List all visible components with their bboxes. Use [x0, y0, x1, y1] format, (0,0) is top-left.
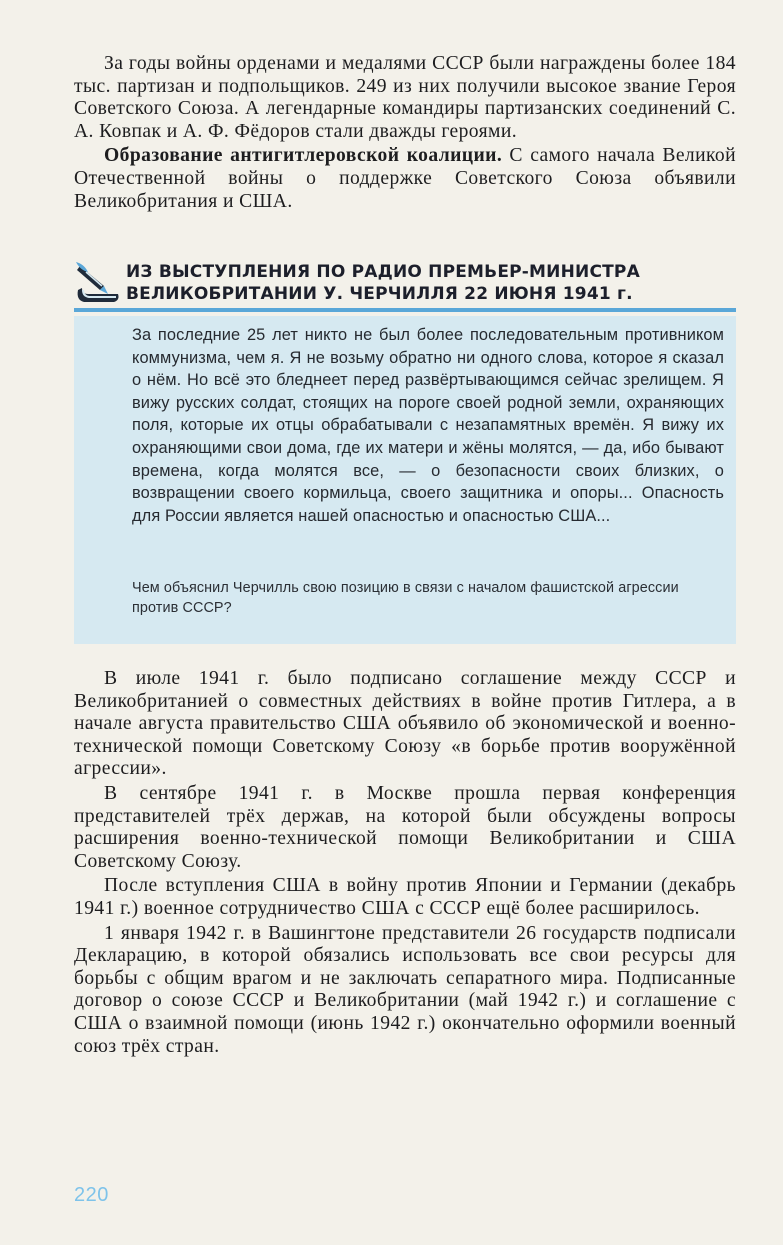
document-title-line-2: ВЕЛИКОБРИТАНИИ У. ЧЕРЧИЛЛЯ 22 ИЮНЯ 1941 г.: [126, 284, 633, 304]
main-section: [74, 668, 736, 1058]
coalition-paragraph: [74, 145, 736, 213]
coalition-heading: Образование антигитлеровской коалиции.: [104, 145, 503, 167]
main-paragraph-4: 1 января 1942 г. в Вашингтоне представители 26 государств подписали Декларацию, в которой обязались использовать все свои ресурсы для борьбы с общим врагом и не заключать сепаратного мира. Подписанные договор о союзе СССР и Великобритании (май 1942 г.) и соглашение с США о взаимной помощи (июнь 1942 г.) окончательно оформили военный союз трёх стран.: [74, 922, 736, 1057]
quill-scroll-icon: [74, 260, 122, 306]
page-number: 220: [74, 1184, 109, 1206]
document-title-line-1: ИЗ ВЫСТУПЛЕНИЯ ПО РАДИО ПРЕМЬЕР-МИНИСТРА: [126, 262, 640, 282]
intro-section: [74, 53, 736, 213]
main-paragraph-1: В июле 1941 г. было подписано соглашение между СССР и Великобританией о совместных действиях в войне против Гитлера, а в начале августа правительство США объявило об экономической и военно-технической помощи Советскому Союзу «в борьбе против вооружённой агрессии».: [74, 668, 736, 780]
document-divider: [74, 308, 736, 316]
main-paragraph-3: После вступления США в войну против Японии и Германии (декабрь 1941 г.) военное сотрудничество США с СССР ещё более расширилось.: [74, 875, 736, 919]
churchill-quote: За последние 25 лет никто не был более последовательным противником коммунизма, чем я. Я не возьму обратно ни одного слова, которое я сказал о нём. Но всё это бледнеет перед развёртывающимся сейчас зрелищем. Я вижу русских солдат, стоящих на пороге своей родной земли, охраняющих поля, которые их отцы обрабатывали с незапамятных времён. Я вижу их охраняющими свои дома, где их матери и жёны молятся, — да, ибо бывают времена, когда молятся все, — о безопасности своих близких, о возвращении своего кормильца, своего защитника и опоры... Опасность для России является нашей опасностью и опасностью США...: [132, 326, 724, 525]
document-box: [74, 316, 736, 644]
main-paragraph-2: В сентябре 1941 г. в Москве прошла первая конференция представителей трёх держав, на которой были обсуждены вопросы расширения военно-технической помощи Великобритании и США Советскому Союзу.: [74, 782, 736, 872]
review-question: Чем объяснил Черчилль свою позицию в связи с началом фашистской агрессии против СССР?: [132, 580, 679, 616]
document-header: [74, 260, 744, 306]
document-title: [126, 261, 640, 305]
coalition-text: С самого начала Великой Отечественной войны о поддержке Советского Союза объявили Великобритания и США.: [74, 145, 736, 212]
intro-paragraph: За годы войны орденами и медалями СССР были награждены более 184 тыс. партизан и подпольщиков. 249 из них получили высокое звание Героя Советского Союза. А легендарные командиры партизанских соединений С. А. Ковпак и А. Ф. Фёдоров стали дважды героями.: [74, 53, 736, 142]
